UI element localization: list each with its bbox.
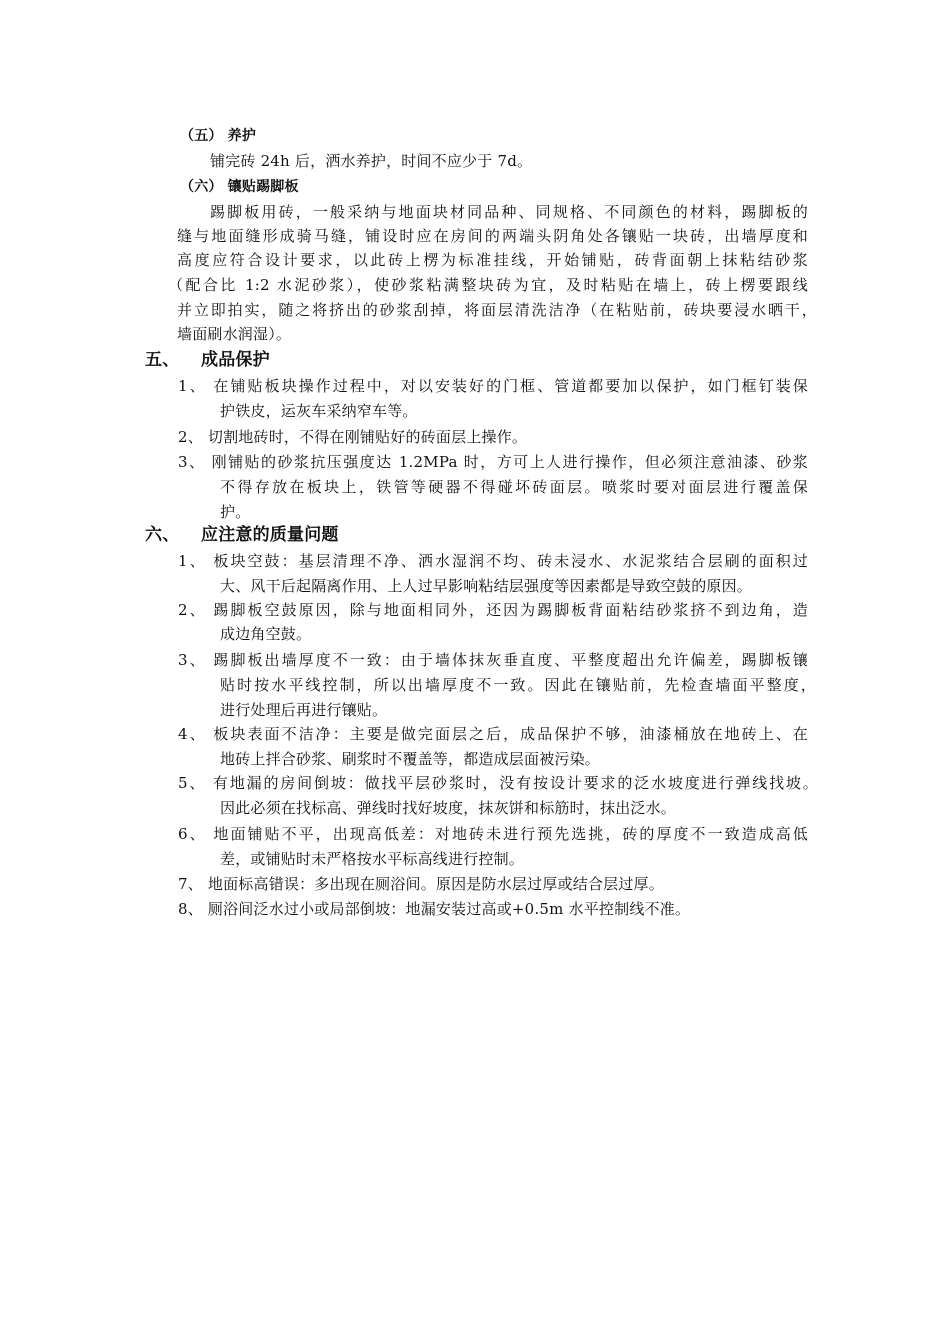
list-item-line: 护。 [220, 503, 251, 521]
list-item-line: 2、 踢脚板空鼓原因，除与地面相同外，还因为踢脚板背面粘结砂浆挤不到边角，造 [178, 601, 808, 619]
paragraph-line: （配合比 1:2 水泥砂浆），使砂浆粘满整块砖为宜，及时粘贴在墙上，砖上楞要跟线 [168, 276, 808, 294]
section-title: 成品保护 [201, 350, 270, 370]
list-item-line: 不得存放在板块上，铁管等硬器不得碰坏砖面层。喷浆时要对面层进行覆盖保 [220, 478, 808, 496]
paragraph-line: 高度应符合设计要求，以此砖上楞为标准挂线，开始铺贴，砖背面朝上抹粘结砂浆 [177, 251, 808, 269]
subsection-title-skirting: （六） 镶贴踢脚板 [180, 179, 299, 195]
list-item-line: 1、 在铺贴板块操作过程中，对以安装好的门框、管道都要加以保护，如门框钉装保 [178, 377, 808, 395]
list-item-line: 3、 刚铺贴的砂浆抗压强度达 1.2MPa 时，方可上人进行操作，但必须注意油漆、砂浆 [178, 453, 808, 471]
list-item-line: 8、 厕浴间泛水过小或局部倒坡：地漏安装过高或+0.5m 水平控制线不准。 [178, 900, 691, 918]
paragraph-line: 踢脚板用砖，一般采纳与地面块材同品种、同规格、不同颜色的材料，踢脚板的 [210, 203, 808, 221]
list-item-line: 差，或铺贴时未严格按水平标高线进行控制。 [220, 850, 525, 868]
list-item-line: 成边角空鼓。 [220, 625, 312, 643]
paragraph-line: 墙面刷水润湿）。 [177, 325, 292, 343]
subsection-title-curing: （五） 养护 [180, 128, 257, 144]
list-item-line: 进行处理后再进行镶贴。 [220, 701, 388, 719]
section-heading-quality-issues [145, 523, 339, 547]
list-item-line: 5、 有地漏的房间倒坡：做找平层砂浆时，没有按设计要求的泛水坡度进行弹线找坡。 [178, 774, 818, 792]
paragraph-line: 并立即拍实，随之将挤出的砂浆刮掉，将面层清洗洁净（在粘贴前，砖块要浸水晒干， [177, 301, 817, 319]
paragraph-line: 缝与地面缝形成骑马缝，铺设时应在房间的两端头阴角处各镶贴一块砖，出墙厚度和 [177, 227, 808, 245]
list-item-line: 大、风干后起隔离作用、上人过早影响粘结层强度等因素都是导致空鼓的原因。 [220, 577, 753, 595]
list-item-line: 3、 踢脚板出墙厚度不一致：由于墙体抹灰垂直度、平整度超出允许偏差，踢脚板镶 [178, 651, 808, 669]
list-item-line: 2、 切割地砖时，不得在刚铺贴好的砖面层上操作。 [178, 428, 528, 446]
list-item-line: 7、 地面标高错误：多出现在厕浴间。原因是防水层过厚或结合层过厚。 [178, 875, 664, 893]
section-number: 五、 [145, 350, 180, 370]
list-item-line: 贴时按水平线控制，所以出墙厚度不一致。因此在镶贴前，先检查墙面平整度， [220, 676, 816, 694]
paragraph-line: 铺完砖 24h 后，洒水养护，时间不应少于 7d。 [210, 152, 533, 170]
list-item-line: 护铁皮，运灰车采纳窄车等。 [220, 402, 418, 420]
list-item-line: 因此必须在找标高、弹线时找好坡度，抹灰饼和标筋时，抹出泛水。 [220, 799, 677, 817]
list-item-line: 4、 板块表面不洁净：主要是做完面层之后，成品保护不够，油漆桶放在地砖上、在 [178, 725, 808, 743]
list-item-line: 6、 地面铺贴不平，出现高低差：对地砖未进行预先选挑，砖的厚度不一致造成高低 [178, 825, 808, 843]
list-item-line: 1、 板块空鼓：基层清理不净、洒水湿润不均、砖未浸水、水泥浆结合层刷的面积过 [178, 552, 808, 570]
section-heading-finished-product-protection [145, 348, 270, 372]
section-title: 应注意的质量问题 [201, 525, 339, 545]
section-number: 六、 [145, 525, 180, 545]
list-item-line: 地砖上拌合砂浆、刷浆时不覆盖等，都造成层面被污染。 [220, 750, 601, 768]
